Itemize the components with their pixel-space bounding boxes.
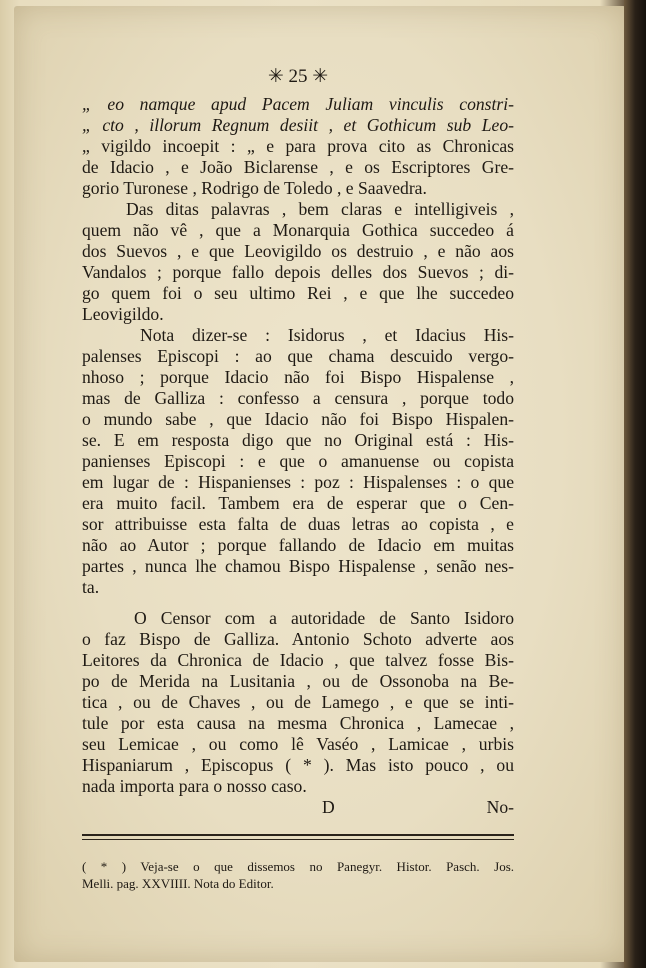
- text-line: em lugar de : Hispanienses : poz : Hispalenses : o que: [82, 472, 514, 492]
- paragraph-gap: [82, 598, 514, 608]
- signature-row: [82, 797, 514, 818]
- text-line: seu Lemicae , ou como lê Vaséo , Lamicae , urbis: [82, 734, 514, 754]
- text-line: mas de Galliza : confesso a censura , porque todo: [82, 388, 514, 408]
- text-line: tule por esta causa na mesma Chronica , Lamecae ,: [82, 713, 514, 733]
- text-line: Das ditas palavras , bem claras e intelligiveis ,: [126, 199, 514, 219]
- page-text-block: [82, 60, 514, 892]
- text-line: palenses Episcopi : ao que chama descuido vergo-: [82, 346, 514, 366]
- text-line: „ vigildo incoepit : „ e para prova cito as Chronicas: [82, 136, 514, 156]
- text-line: ta.: [82, 577, 100, 597]
- text-line: Leitores da Chronica de Idacio , que talvez fosse Bis-: [82, 650, 514, 670]
- footnote-rule: [82, 834, 514, 840]
- signature-mark: D: [322, 797, 335, 817]
- text-line: Leovigildo.: [82, 304, 164, 324]
- page-number-header: ✳ 25 ✳: [267, 66, 329, 87]
- text-line: panienses Episcopi : e que o amanuense ou copista: [82, 451, 514, 471]
- text-line: Hispaniarum , Episcopus ( * ). Mas isto pouco , ou: [82, 755, 514, 775]
- text-line: go quem foi o seu ultimo Rei , e que lhe succedeo: [82, 283, 514, 303]
- text-line: gorio Turonese , Rodrigo de Toledo , e Saavedra.: [82, 178, 427, 198]
- text-line: não ao Autor ; porque fallando de Idacio em muitas: [82, 535, 514, 555]
- footnote: [82, 858, 514, 892]
- footnote-line: ( * ) Veja-se o que dissemos no Panegyr. Histor. Pasch. Jos.: [82, 859, 514, 874]
- text-line: po de Merida na Lusitania , ou de Ossonoba na Be-: [82, 671, 514, 691]
- text-line: quem não vê , que a Monarquia Gothica succedeo á: [82, 220, 514, 240]
- text-line: de Idacio , e João Biclarense , e os Escriptores Gre-: [82, 157, 514, 177]
- text-line: O Censor com a autoridade de Santo Isidoro: [134, 608, 514, 628]
- text-line: tica , ou de Chaves , ou de Lamego , e que se inti-: [82, 692, 514, 712]
- text-line: sor attribuisse esta falta de duas letras ao copista , e: [82, 514, 514, 534]
- text-line: dos Suevos , e que Leovigildo os destruio , e não aos: [82, 241, 514, 261]
- text-line: „ cto , illorum Regnum desiit , et Gothicum sub Leo-: [82, 115, 514, 135]
- text-line: nhoso ; porque Idacio não foi Bispo Hispalense ,: [82, 367, 514, 387]
- text-line: o faz Bispo de Galliza. Antonio Schoto adverte aos: [82, 629, 514, 649]
- book-spine: [624, 0, 646, 968]
- text-line: Vandalos ; porque fallo depois delles dos Suevos ; di-: [82, 262, 514, 282]
- text-line: partes , nunca lhe chamou Bispo Hispalense , senão nes-: [82, 556, 514, 576]
- text-line: se. E em resposta digo que no Original está : His-: [82, 430, 514, 450]
- text-line: Nota dizer-se : Isidorus , et Idacius His-: [140, 325, 514, 345]
- text-line: era muito facil. Tambem era de esperar que o Cen-: [82, 493, 514, 513]
- catchword: No-: [486, 797, 514, 817]
- text-line: nada importa para o nosso caso.: [82, 776, 307, 796]
- text-line: o mundo sabe , que Idacio não foi Bispo Hispalen-: [82, 409, 514, 429]
- footnote-line: Melli. pag. XXVIIII. Nota do Editor.: [82, 876, 274, 891]
- text-line: „ eo namque apud Pacem Juliam vinculis constri-: [82, 94, 514, 114]
